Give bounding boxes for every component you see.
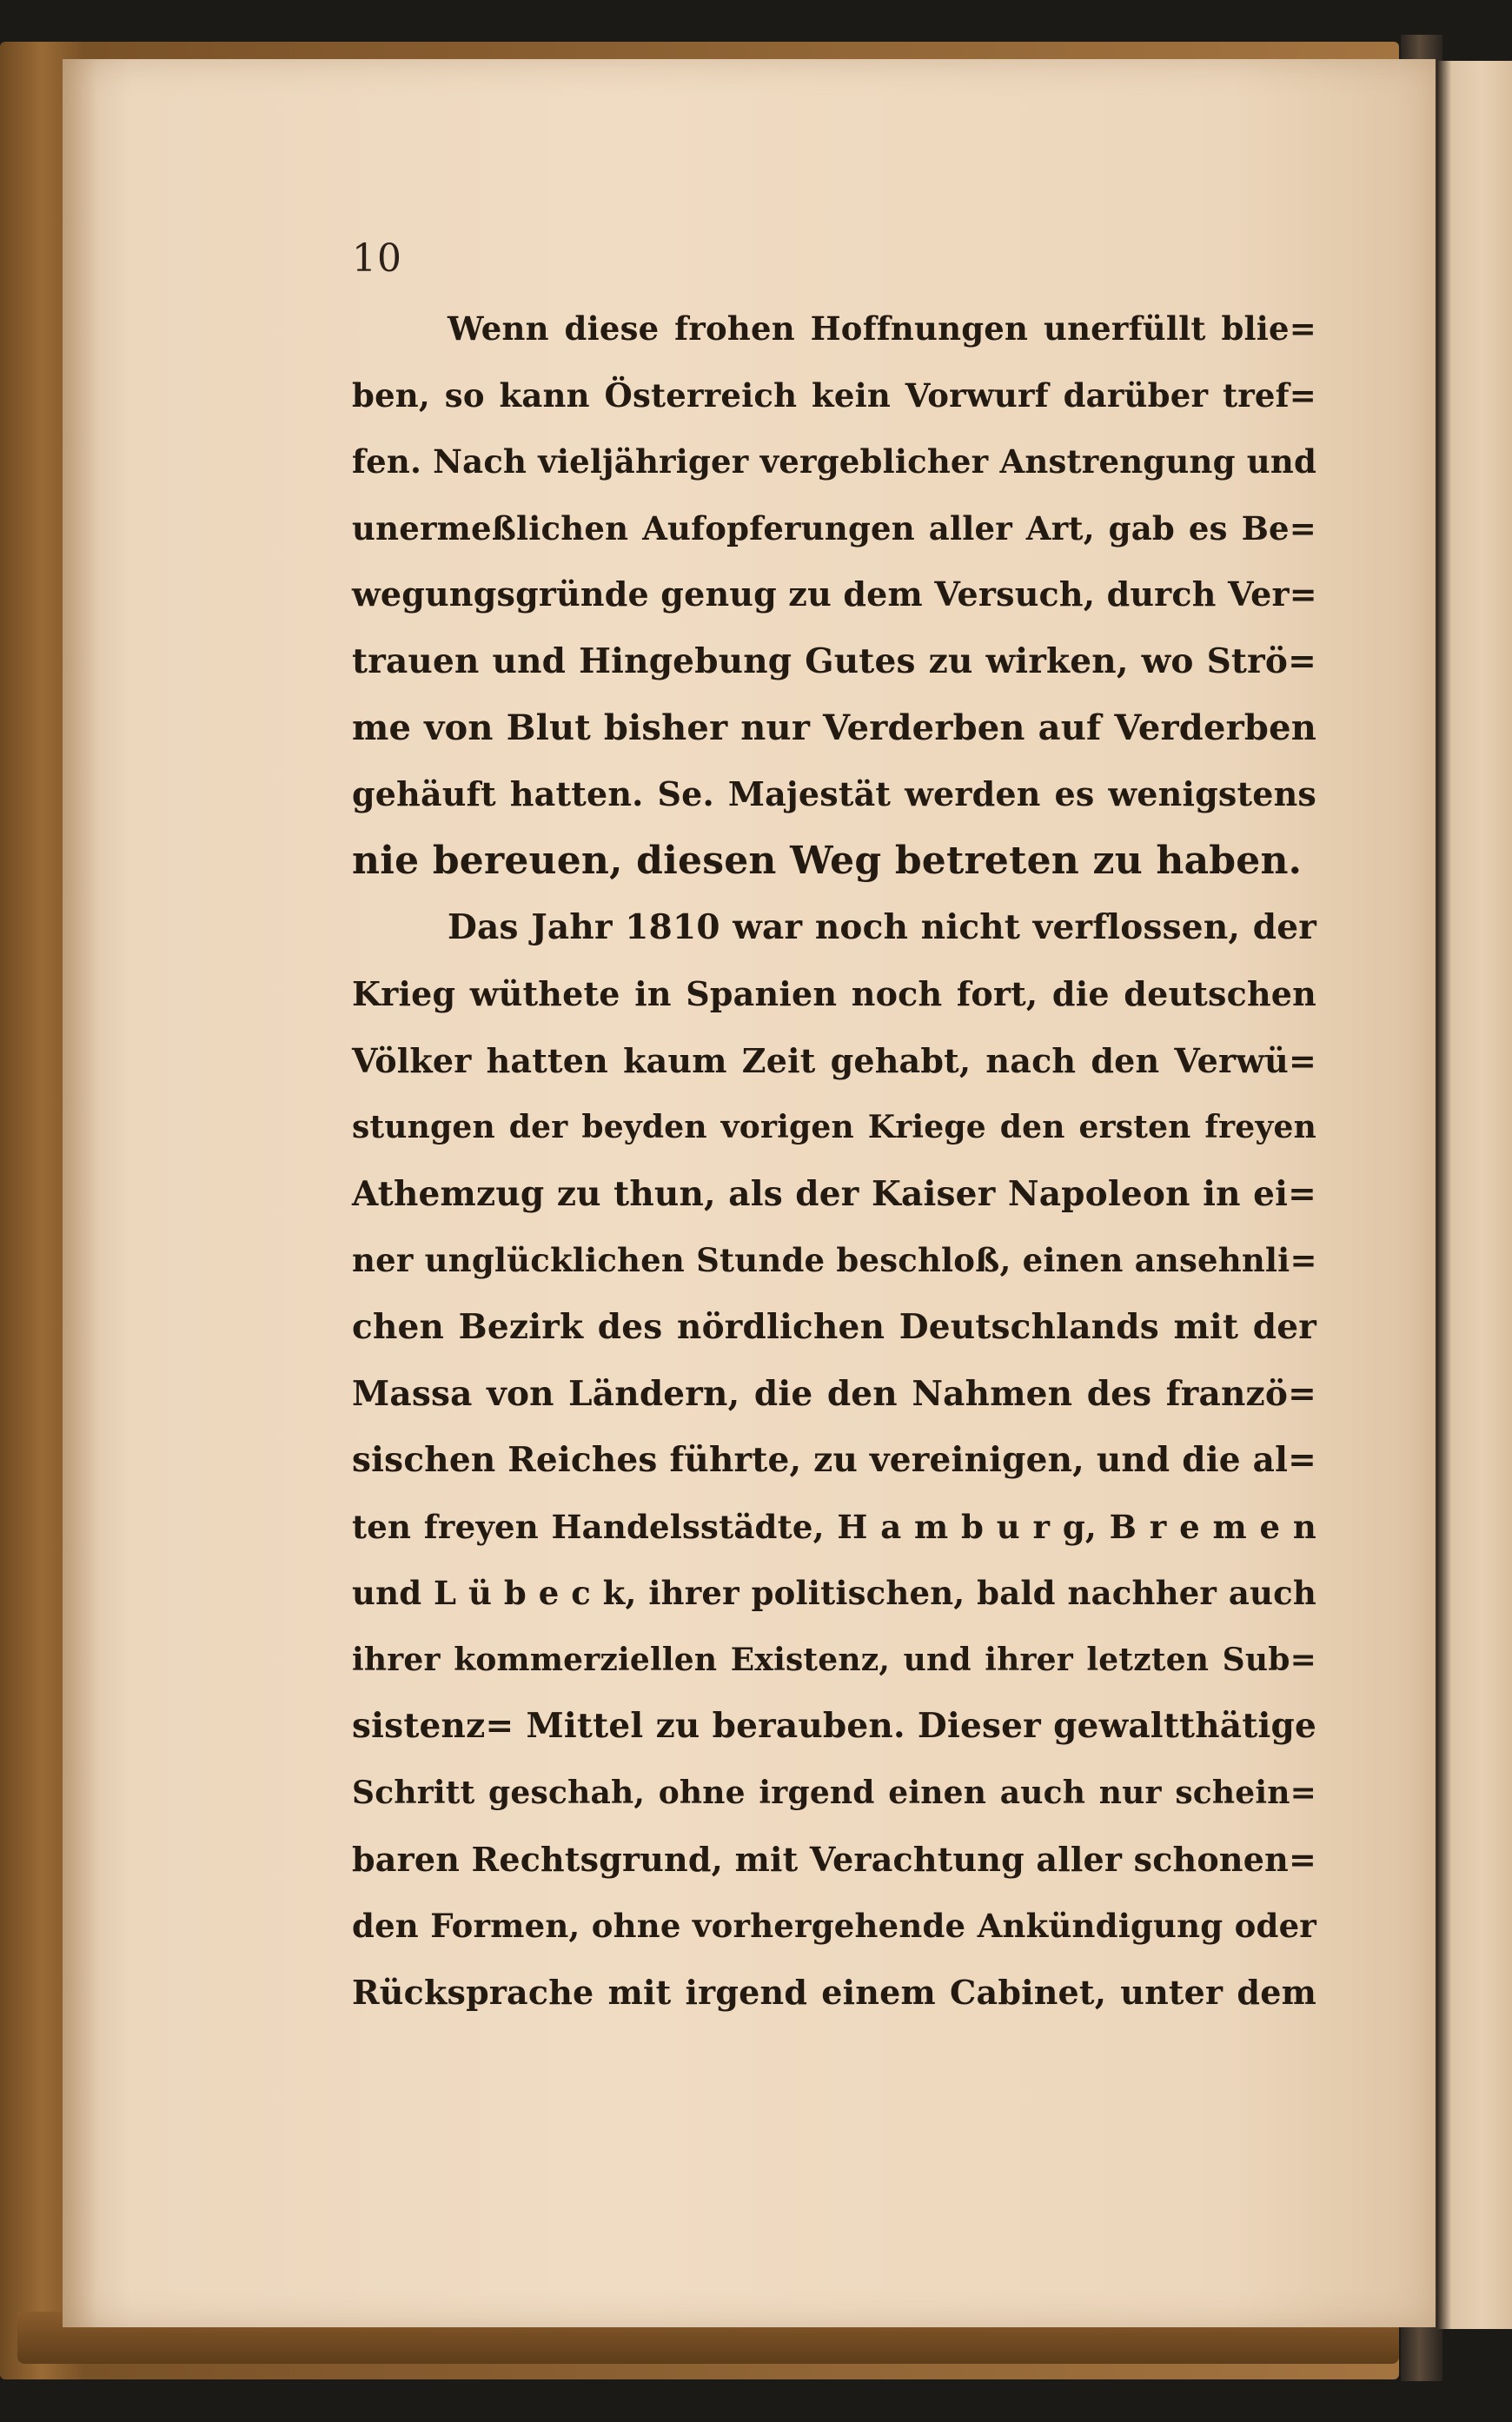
text-line: wegungsgründe genug zu dem Versuch, durch Ver=	[352, 574, 1317, 614]
text-line: und L ü b e c k, ihrer politischen, bald nachher auch	[352, 1574, 1316, 1613]
text-line: Das Jahr 1810 war noch nicht verflossen, der	[448, 907, 1316, 948]
text-line: Wenn diese frohen Hoffnungen unerfüllt blie=	[448, 309, 1316, 348]
text-line: me von Blut bisher nur Verderben auf Verderben	[352, 707, 1316, 748]
text-line: nie bereuen, diesen Weg betreten zu haben.	[352, 838, 1303, 883]
facing-page-edge	[1438, 61, 1512, 2329]
text-line: sistenz= Mittel zu berauben. Dieser gewaltthätige	[352, 1706, 1316, 1747]
text-line: Rücksprache mit irgend einem Cabinet, unter dem	[352, 1972, 1316, 2012]
text-line: den Formen, ohne vorhergehende Ankündigung oder	[352, 1907, 1316, 1946]
text-line: ihrer kommerziellen Existenz, und ihrer letzten Sub=	[352, 1641, 1316, 1678]
text-line: baren Rechtsgrund, mit Verachtung aller schonen=	[352, 1839, 1316, 1879]
text-line: chen Bezirk des nördlichen Deutschlands mit der	[352, 1306, 1316, 1347]
text-line: Athemzug zu thun, als der Kaiser Napoleon in ei=	[352, 1173, 1316, 1214]
page-text	[352, 295, 1316, 2026]
text-line: ten freyen Handelsstädte, H a m b u r g, B r e m e n	[352, 1507, 1316, 1546]
text-line: unermeßlichen Aufopferungen aller Art, gab es Be=	[352, 508, 1316, 547]
text-line: ner unglücklichen Stunde beschloß, einen ansehnli=	[352, 1241, 1317, 1280]
text-line: Krieg wüthete in Spanien noch fort, die deutschen	[352, 973, 1316, 1013]
text-line: gehäuft hatten. Se. Majestät werden es wenigstens	[352, 774, 1316, 814]
text-line: stungen der beyden vorigen Kriege den ersten freyen	[352, 1109, 1316, 1146]
text-line: fen. Nach vieljähriger vergeblicher Anstrengung und	[352, 442, 1317, 481]
text-line: Völker hatten kaum Zeit gehabt, nach den Verwü=	[352, 1040, 1316, 1080]
page-number: 10	[352, 236, 402, 281]
text-line: ben, so kann Österreich kein Vorwurf darüber tref=	[352, 375, 1316, 415]
text-line: trauen und Hingebung Gutes zu wirken, wo Strö=	[352, 640, 1316, 681]
text-line: sischen Reiches führte, zu vereinigen, und die al=	[352, 1440, 1316, 1481]
text-line: Schritt geschah, ohne irgend einen auch nur schein=	[352, 1775, 1316, 1812]
page-fold-shadow	[63, 59, 97, 2327]
text-line: Massa von Ländern, die den Nahmen des franzö=	[352, 1373, 1316, 1414]
